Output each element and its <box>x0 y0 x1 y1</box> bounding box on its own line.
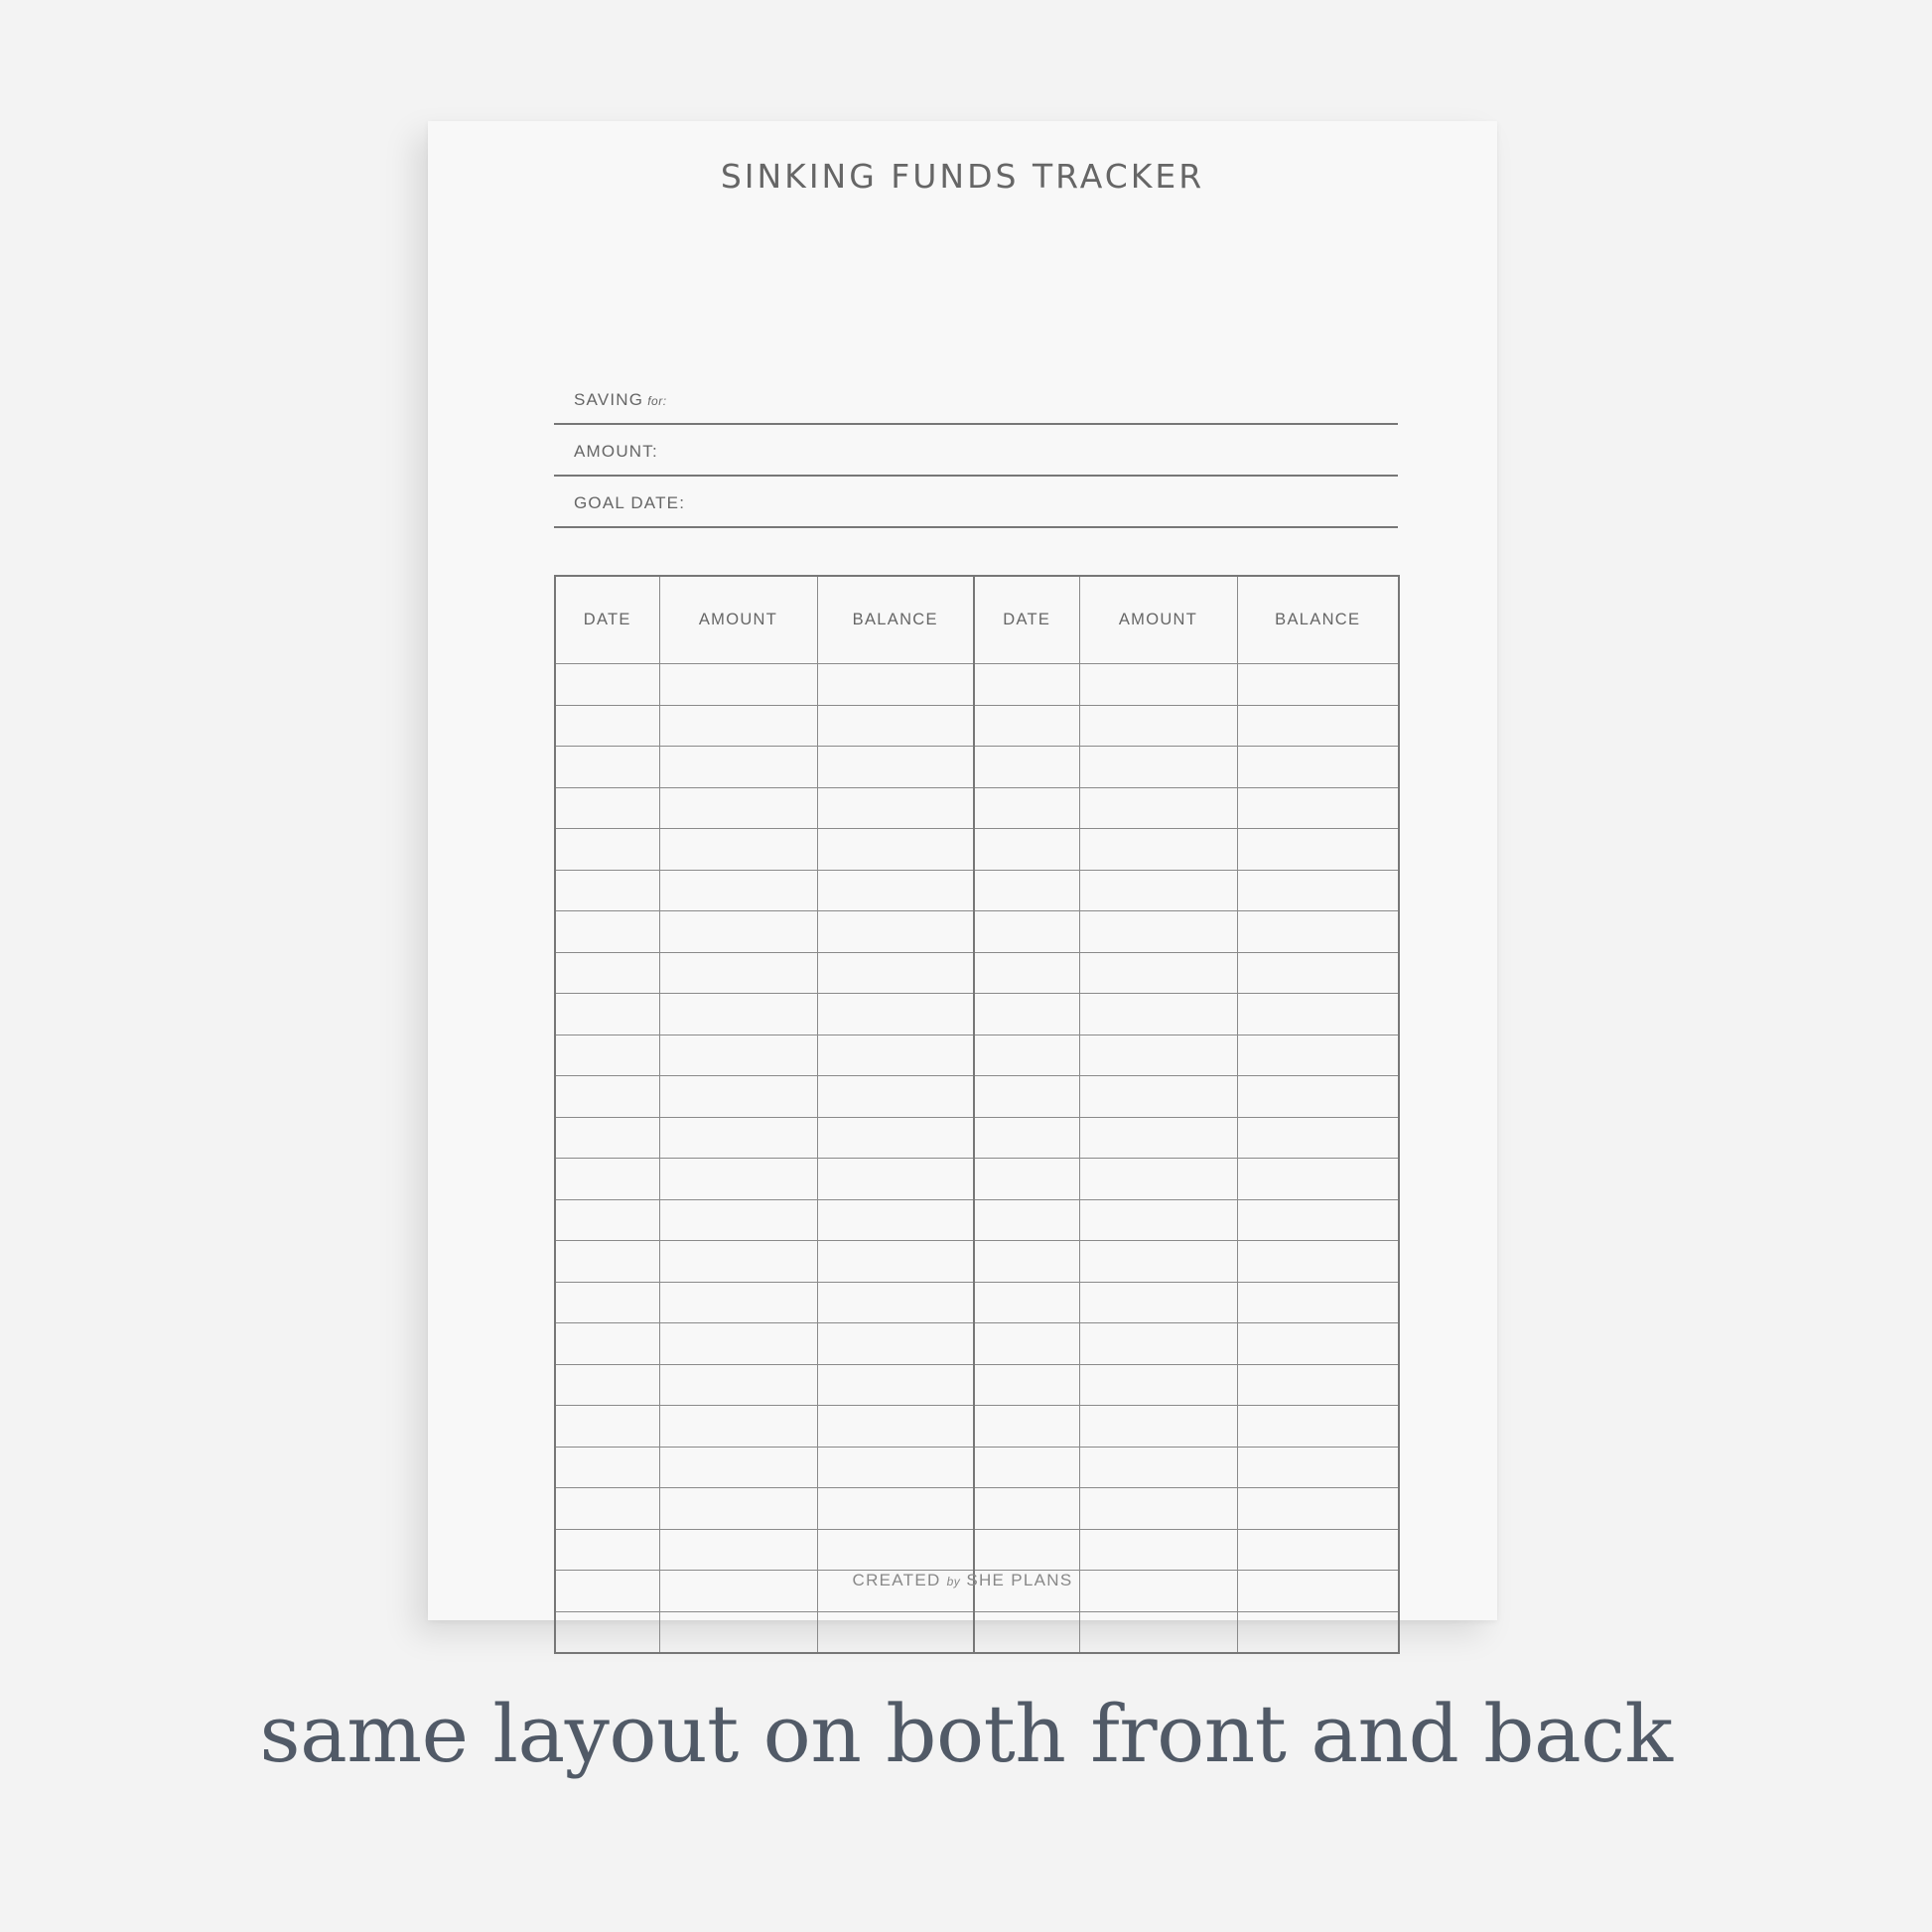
table-cell <box>974 1241 1079 1283</box>
table-cell <box>1237 1199 1399 1241</box>
table-body <box>555 664 1399 1654</box>
table-row <box>555 1323 1399 1365</box>
table-cell <box>817 664 974 706</box>
table-cell <box>555 1364 659 1406</box>
table-cell <box>974 1447 1079 1488</box>
table-cell <box>555 787 659 829</box>
table-cell <box>1079 1611 1237 1653</box>
header-date-1: DATE <box>555 576 659 664</box>
header-balance-1: BALANCE <box>817 576 974 664</box>
table-cell <box>555 747 659 788</box>
table-cell <box>974 664 1079 706</box>
table-cell <box>1079 1488 1237 1530</box>
table-cell <box>974 1488 1079 1530</box>
table-cell <box>659 994 817 1035</box>
table-row <box>555 1076 1399 1118</box>
table-cell <box>1237 1159 1399 1200</box>
saving-for-field <box>554 371 1398 425</box>
table-cell <box>974 1364 1079 1406</box>
table-cell <box>555 1611 659 1653</box>
table-row <box>555 911 1399 953</box>
table-cell <box>555 1241 659 1283</box>
table-cell <box>817 1323 974 1365</box>
table-cell <box>659 1364 817 1406</box>
table-row <box>555 1241 1399 1283</box>
table-row <box>555 829 1399 871</box>
table-cell <box>1079 1117 1237 1159</box>
table-cell <box>974 1159 1079 1200</box>
table-cell <box>974 1199 1079 1241</box>
table-cell <box>974 787 1079 829</box>
table-cell <box>1237 952 1399 994</box>
table-cell <box>555 1488 659 1530</box>
table-cell <box>555 952 659 994</box>
table-cell <box>1079 1447 1237 1488</box>
table-cell <box>659 1159 817 1200</box>
table-cell <box>1237 1447 1399 1488</box>
amount-label: AMOUNT: <box>574 442 658 461</box>
table-row <box>555 664 1399 706</box>
table-cell <box>974 1323 1079 1365</box>
planner-sheet <box>428 121 1497 1620</box>
table-cell <box>659 1076 817 1118</box>
table-cell <box>1237 870 1399 911</box>
table-cell <box>659 829 817 871</box>
table-cell <box>1237 1364 1399 1406</box>
table-cell <box>1237 664 1399 706</box>
table-cell <box>817 829 974 871</box>
table-cell <box>1079 1529 1237 1571</box>
table-cell <box>659 911 817 953</box>
table-cell <box>974 1529 1079 1571</box>
table-cell <box>659 1035 817 1076</box>
table-cell <box>974 1035 1079 1076</box>
table-row <box>555 1447 1399 1488</box>
table-cell <box>1237 994 1399 1035</box>
footer-by: by <box>946 1575 961 1588</box>
table-row <box>555 1488 1399 1530</box>
footer-created: CREATED <box>852 1571 941 1589</box>
table-cell <box>659 1488 817 1530</box>
table-cell <box>817 705 974 747</box>
table-cell <box>555 1447 659 1488</box>
table-cell <box>1237 1282 1399 1323</box>
table-cell <box>817 1447 974 1488</box>
table-cell <box>817 1076 974 1118</box>
table-cell <box>555 1159 659 1200</box>
table-cell <box>1237 1323 1399 1365</box>
table-cell <box>1237 1117 1399 1159</box>
table-cell <box>1079 1035 1237 1076</box>
table-row <box>555 1611 1399 1653</box>
table-cell <box>1079 1323 1237 1365</box>
table-row <box>555 1199 1399 1241</box>
table-cell <box>555 870 659 911</box>
table-cell <box>817 747 974 788</box>
tracker-table <box>554 575 1400 1654</box>
table-cell <box>1079 747 1237 788</box>
amount-field <box>554 423 1398 477</box>
table-cell <box>974 1406 1079 1448</box>
table-cell <box>974 870 1079 911</box>
table-row <box>555 1035 1399 1076</box>
table-cell <box>974 952 1079 994</box>
table-cell <box>555 1035 659 1076</box>
table-row <box>555 1282 1399 1323</box>
goal-date-field <box>554 475 1398 528</box>
table-cell <box>1237 787 1399 829</box>
table-cell <box>817 1241 974 1283</box>
table-cell <box>817 870 974 911</box>
header-amount-2: AMOUNT <box>1079 576 1237 664</box>
table-cell <box>659 1406 817 1448</box>
footer-credit <box>428 1571 1497 1590</box>
table-cell <box>555 664 659 706</box>
table-cell <box>817 1488 974 1530</box>
table-cell <box>817 1117 974 1159</box>
table-cell <box>659 870 817 911</box>
table-cell <box>974 1282 1079 1323</box>
table-cell <box>1237 829 1399 871</box>
table-cell <box>659 1199 817 1241</box>
table-cell <box>659 705 817 747</box>
header-amount-1: AMOUNT <box>659 576 817 664</box>
table-cell <box>659 1117 817 1159</box>
table-cell <box>555 1406 659 1448</box>
table-cell <box>1079 1364 1237 1406</box>
table-cell <box>974 1117 1079 1159</box>
table-cell <box>659 1529 817 1571</box>
table-cell <box>817 994 974 1035</box>
table-cell <box>1079 1199 1237 1241</box>
table-cell <box>1079 952 1237 994</box>
table-cell <box>817 1035 974 1076</box>
table-cell <box>1079 829 1237 871</box>
table-row <box>555 1406 1399 1448</box>
table-cell <box>1237 1035 1399 1076</box>
table-cell <box>817 1282 974 1323</box>
table-cell <box>817 952 974 994</box>
table-cell <box>1237 911 1399 953</box>
table-row <box>555 1117 1399 1159</box>
table-cell <box>1237 1488 1399 1530</box>
table-row <box>555 994 1399 1035</box>
table-cell <box>974 747 1079 788</box>
table-cell <box>555 829 659 871</box>
table-row <box>555 1364 1399 1406</box>
table-cell <box>555 1282 659 1323</box>
table-cell <box>659 1241 817 1283</box>
table-cell <box>555 994 659 1035</box>
table-cell <box>1079 1406 1237 1448</box>
table-cell <box>1079 870 1237 911</box>
table-cell <box>974 1611 1079 1653</box>
table-row <box>555 1529 1399 1571</box>
table-cell <box>659 1323 817 1365</box>
saving-label-text: SAVING <box>574 390 644 409</box>
table-cell <box>1079 664 1237 706</box>
table-cell <box>817 1159 974 1200</box>
header-date-2: DATE <box>974 576 1079 664</box>
table-cell <box>555 1117 659 1159</box>
table-cell <box>555 1529 659 1571</box>
header-balance-2: BALANCE <box>1237 576 1399 664</box>
table-row <box>555 1159 1399 1200</box>
table-cell <box>659 664 817 706</box>
table-cell <box>1079 911 1237 953</box>
caption-text: same layout on both front and back <box>259 1688 1673 1780</box>
table-cell <box>817 911 974 953</box>
table-cell <box>555 911 659 953</box>
table-cell <box>1237 1529 1399 1571</box>
table-cell <box>817 1364 974 1406</box>
table-cell <box>555 1199 659 1241</box>
table-cell <box>555 705 659 747</box>
table-row <box>555 747 1399 788</box>
table-cell <box>974 1076 1079 1118</box>
table-cell <box>1237 1076 1399 1118</box>
table-row <box>555 952 1399 994</box>
table-cell <box>659 747 817 788</box>
table-cell <box>974 705 1079 747</box>
saving-for-label <box>574 390 667 410</box>
table-cell <box>974 994 1079 1035</box>
table-cell <box>555 1076 659 1118</box>
table-row <box>555 870 1399 911</box>
table-cell <box>555 1323 659 1365</box>
table-cell <box>1237 705 1399 747</box>
table-cell <box>659 1447 817 1488</box>
table-cell <box>1079 1282 1237 1323</box>
table-cell <box>659 1611 817 1653</box>
table-row <box>555 705 1399 747</box>
table-cell <box>1079 787 1237 829</box>
table-cell <box>1237 1406 1399 1448</box>
table-cell <box>659 787 817 829</box>
table-cell <box>1237 747 1399 788</box>
table-cell <box>659 952 817 994</box>
table-cell <box>1079 1159 1237 1200</box>
table-cell <box>1237 1611 1399 1653</box>
table-cell <box>817 1406 974 1448</box>
footer-brand: SHE PLANS <box>966 1571 1073 1589</box>
saving-label-suffix: for: <box>647 394 667 408</box>
table-cell <box>1079 705 1237 747</box>
table-header-row <box>555 576 1399 664</box>
table-cell <box>817 787 974 829</box>
table-cell <box>659 1282 817 1323</box>
table-cell <box>1079 1241 1237 1283</box>
table-cell <box>817 1529 974 1571</box>
table-cell <box>974 911 1079 953</box>
table-cell <box>817 1611 974 1653</box>
table-cell <box>817 1199 974 1241</box>
table-cell <box>974 829 1079 871</box>
goal-date-label: GOAL DATE: <box>574 493 686 512</box>
table-cell <box>1079 1076 1237 1118</box>
sheet-title: SINKING FUNDS TRACKER <box>720 157 1205 196</box>
table-row <box>555 787 1399 829</box>
table-cell <box>1079 994 1237 1035</box>
table-cell <box>1237 1241 1399 1283</box>
